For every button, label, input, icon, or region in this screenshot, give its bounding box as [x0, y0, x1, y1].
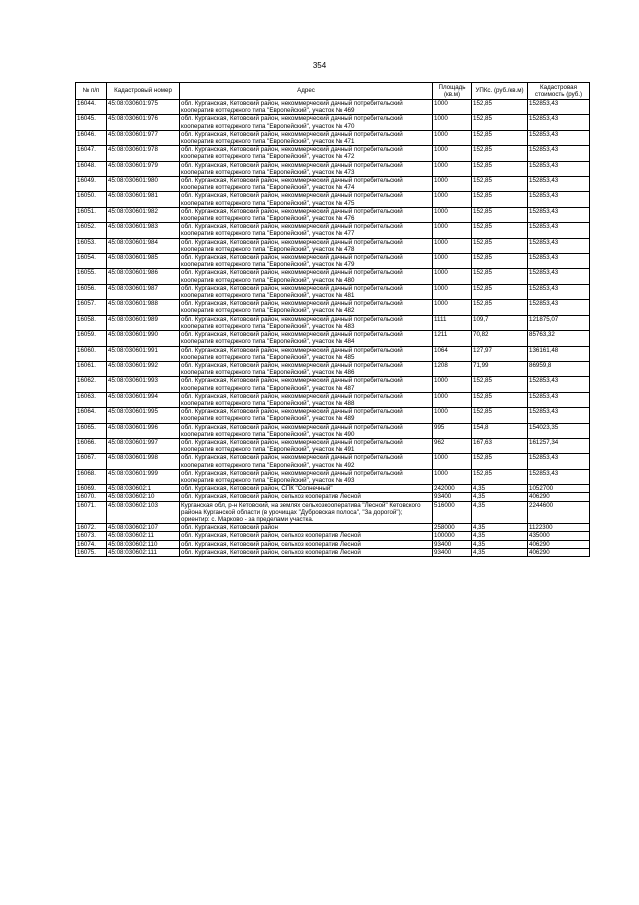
- table-row: [76, 423, 590, 438]
- cadastral-number-cell: 45:08:030601:980: [107, 177, 180, 192]
- address-cell: обл. Курганская, Кетовский район, некоммерческий дачный потребительский кооператив коттеджного типа "Европейский", участок № 491: [180, 438, 433, 453]
- cadastral-number-cell: 45:08:030601:993: [107, 377, 180, 392]
- address-cell: обл. Курганская, Кетовский район, некоммерческий дачный потребительский кооператив коттеджного типа "Европейский", участок № 479: [180, 254, 433, 269]
- cadastral-number-cell: 45:08:030601:991: [107, 346, 180, 361]
- address-cell: обл. Курганская, Кетовский район, некоммерческий дачный потребительский кооператив коттеджного типа "Европейский", участок № 493: [180, 469, 433, 484]
- area-cell: 1000: [433, 377, 472, 392]
- cadastral-cost-cell: 152853,43: [528, 238, 590, 253]
- address-cell: обл. Курганская, Кетовский район, некоммерческий дачный потребительский кооператив коттеджного типа "Европейский", участок № 484: [180, 331, 433, 346]
- row-number-cell: 16055.: [76, 269, 107, 284]
- cadastral-number-cell: 45:08:030601:995: [107, 408, 180, 423]
- area-cell: 1000: [433, 207, 472, 222]
- upks-cell: 152,85: [472, 115, 528, 130]
- cadastral-cost-cell: 152853,43: [528, 207, 590, 222]
- upks-cell: 152,85: [472, 254, 528, 269]
- upks-cell: 152,85: [472, 284, 528, 299]
- area-cell: 1000: [433, 454, 472, 469]
- address-cell: обл. Курганская, Кетовский район, сельхоз кооператив Лесной: [180, 540, 433, 548]
- area-cell: 93400: [433, 548, 472, 556]
- upks-cell: 152,85: [472, 238, 528, 253]
- table-row: [76, 284, 590, 299]
- row-number-cell: 16061.: [76, 361, 107, 376]
- address-cell: обл. Курганская, Кетовский район: [180, 524, 433, 532]
- cadastral-cost-cell: 152853,43: [528, 254, 590, 269]
- row-number-cell: 16064.: [76, 408, 107, 423]
- row-number-cell: 16062.: [76, 377, 107, 392]
- area-cell: 1208: [433, 361, 472, 376]
- row-number-cell: 16046.: [76, 130, 107, 145]
- upks-cell: 4,35: [472, 485, 528, 493]
- header-cost: Кадастровая стоимость (руб.): [528, 83, 590, 100]
- cadastral-number-cell: 45:08:030601:988: [107, 300, 180, 315]
- upks-cell: 70,82: [472, 331, 528, 346]
- area-cell: 1064: [433, 346, 472, 361]
- table-row: [76, 548, 590, 556]
- upks-cell: 152,85: [472, 377, 528, 392]
- table-row: [76, 331, 590, 346]
- page-number: 354: [312, 61, 327, 70]
- area-cell: 1000: [433, 161, 472, 176]
- address-cell: обл. Курганская, Кетовский район, некоммерческий дачный потребительский кооператив коттеджного типа "Европейский", участок № 472: [180, 146, 433, 161]
- table-row: [76, 377, 590, 392]
- area-cell: 1000: [433, 408, 472, 423]
- table-row: [76, 177, 590, 192]
- upks-cell: 152,85: [472, 454, 528, 469]
- upks-cell: 4,35: [472, 524, 528, 532]
- table-row: [76, 454, 590, 469]
- area-cell: 1000: [433, 223, 472, 238]
- address-cell: обл. Курганская, Кетовский район, некоммерческий дачный потребительский кооператив коттеджного типа "Европейский", участок № 492: [180, 454, 433, 469]
- address-cell: обл. Курганская, Кетовский район, некоммерческий дачный потребительский кооператив коттеджного типа "Европейский", участок № 470: [180, 115, 433, 130]
- cadastral-number-cell: 45:08:030601:977: [107, 130, 180, 145]
- upks-cell: 127,97: [472, 346, 528, 361]
- table-row: [76, 207, 590, 222]
- address-cell: обл. Курганская, Кетовский район, некоммерческий дачный потребительский кооператив коттеджного типа "Европейский", участок № 487: [180, 377, 433, 392]
- cadastral-number-cell: 45:08:030601:985: [107, 254, 180, 269]
- cadastral-cost-cell: 152853,43: [528, 469, 590, 484]
- row-number-cell: 16065.: [76, 423, 107, 438]
- cadastral-cost-cell: 152853,43: [528, 408, 590, 423]
- address-cell: обл. Курганская, Кетовский район, сельхоз кооператив Лесной: [180, 493, 433, 501]
- table-row: [76, 300, 590, 315]
- upks-cell: 167,63: [472, 438, 528, 453]
- row-number-cell: 16047.: [76, 146, 107, 161]
- row-number-cell: 16058.: [76, 315, 107, 330]
- row-number-cell: 16052.: [76, 223, 107, 238]
- table-row: [76, 346, 590, 361]
- area-cell: 100000: [433, 532, 472, 540]
- address-cell: обл. Курганская, Кетовский район, некоммерческий дачный потребительский кооператив коттеджного типа "Европейский", участок № 489: [180, 408, 433, 423]
- cadastral-cost-cell: 1052700: [528, 485, 590, 493]
- table-row: [76, 100, 590, 115]
- cadastral-cost-cell: 152853,43: [528, 377, 590, 392]
- cadastral-cost-cell: 161257,34: [528, 438, 590, 453]
- area-cell: 93400: [433, 540, 472, 548]
- address-cell: обл. Курганская, Кетовский район, некоммерческий дачный потребительский кооператив коттеджного типа "Европейский", участок № 477: [180, 223, 433, 238]
- header-row: [76, 83, 590, 100]
- row-number-cell: 16071.: [76, 501, 107, 524]
- area-cell: 242000: [433, 485, 472, 493]
- table-row: [76, 540, 590, 548]
- cadastral-cost-cell: 152853,43: [528, 223, 590, 238]
- cadastral-cost-cell: 2244600: [528, 501, 590, 524]
- header-area: Площадь (кв.м): [433, 83, 472, 100]
- cadastral-number-cell: 45:08:030601:981: [107, 192, 180, 207]
- cadastral-number-cell: 45:08:030601:982: [107, 207, 180, 222]
- cadastral-cost-cell: 154023,35: [528, 423, 590, 438]
- area-cell: 258000: [433, 524, 472, 532]
- cadastral-number-cell: 45:08:030601:994: [107, 392, 180, 407]
- row-number-cell: 16073.: [76, 532, 107, 540]
- table-row: [76, 493, 590, 501]
- address-cell: обл. Курганская, Кетовский район, некоммерческий дачный потребительский кооператив коттеджного типа "Европейский", участок № 474: [180, 177, 433, 192]
- address-cell: обл. Курганская, Кетовский район, некоммерческий дачный потребительский кооператив коттеджного типа "Европейский", участок № 490: [180, 423, 433, 438]
- cadastral-table: [75, 82, 590, 557]
- cadastral-number-cell: 45:08:030601:990: [107, 331, 180, 346]
- row-number-cell: 16069.: [76, 485, 107, 493]
- table-row: [76, 223, 590, 238]
- row-number-cell: 16068.: [76, 469, 107, 484]
- address-cell: Курганская обл, р-н Кетовский, на землях сельхозкооператива "Лесной" Кетовского района Курганской области (в урочищах "Дубровская полоса", "За дорогой"); ориентир: с. Марково - за пределами участка.: [180, 501, 433, 524]
- cadastral-number-cell: 45:08:030601:979: [107, 161, 180, 176]
- table-row: [76, 130, 590, 145]
- cadastral-number-cell: 45:08:030601:996: [107, 423, 180, 438]
- address-cell: обл. Курганская, Кетовский район, некоммерческий дачный потребительский кооператив коттеджного типа "Европейский", участок № 481: [180, 284, 433, 299]
- area-cell: 962: [433, 438, 472, 453]
- upks-cell: 71,99: [472, 361, 528, 376]
- row-number-cell: 16045.: [76, 115, 107, 130]
- row-number-cell: 16066.: [76, 438, 107, 453]
- row-number-cell: 16070.: [76, 493, 107, 501]
- upks-cell: 152,85: [472, 269, 528, 284]
- cadastral-number-cell: 45:08:030601:986: [107, 269, 180, 284]
- row-number-cell: 16074.: [76, 540, 107, 548]
- cadastral-cost-cell: 152853,43: [528, 269, 590, 284]
- table-row: [76, 254, 590, 269]
- address-cell: обл. Курганская, Кетовский район, некоммерческий дачный потребительский кооператив коттеджного типа "Европейский", участок № 475: [180, 192, 433, 207]
- cadastral-cost-cell: 152853,43: [528, 161, 590, 176]
- header-address: Адрес: [180, 83, 433, 100]
- area-cell: 1000: [433, 469, 472, 484]
- cadastral-cost-cell: 406290: [528, 493, 590, 501]
- row-number-cell: 16049.: [76, 177, 107, 192]
- cadastral-cost-cell: 121875,07: [528, 315, 590, 330]
- cadastral-cost-cell: 85763,32: [528, 331, 590, 346]
- cadastral-number-cell: 45:08:030601:997: [107, 438, 180, 453]
- address-cell: обл. Курганская, Кетовский район, некоммерческий дачный потребительский кооператив коттеджного типа "Европейский", участок № 482: [180, 300, 433, 315]
- cadastral-number-cell: 45:08:030601:983: [107, 223, 180, 238]
- upks-cell: 109,7: [472, 315, 528, 330]
- address-cell: обл. Курганская, Кетовский район, некоммерческий дачный потребительский кооператив коттеджного типа "Европейский", участок № 485: [180, 346, 433, 361]
- table-row: [76, 315, 590, 330]
- table-row: [76, 115, 590, 130]
- area-cell: 1000: [433, 269, 472, 284]
- area-cell: 1000: [433, 115, 472, 130]
- table-header: [76, 83, 590, 100]
- cadastral-cost-cell: 136161,48: [528, 346, 590, 361]
- area-cell: 1000: [433, 238, 472, 253]
- cadastral-cost-cell: 152853,43: [528, 284, 590, 299]
- area-cell: 1000: [433, 284, 472, 299]
- upks-cell: 152,85: [472, 207, 528, 222]
- table-row: [76, 532, 590, 540]
- address-cell: обл. Курганская, Кетовский район, некоммерческий дачный потребительский кооператив коттеджного типа "Европейский", участок № 476: [180, 207, 433, 222]
- cadastral-cost-cell: 152853,43: [528, 115, 590, 130]
- upks-cell: 152,85: [472, 177, 528, 192]
- cadastral-cost-cell: 152853,43: [528, 392, 590, 407]
- upks-cell: 152,85: [472, 469, 528, 484]
- upks-cell: 152,85: [472, 392, 528, 407]
- upks-cell: 4,35: [472, 501, 528, 524]
- area-cell: 1000: [433, 146, 472, 161]
- area-cell: 93400: [433, 493, 472, 501]
- table-row: [76, 485, 590, 493]
- upks-cell: 152,85: [472, 100, 528, 115]
- address-cell: обл. Курганская, Кетовский район, некоммерческий дачный потребительский кооператив коттеджного типа "Европейский", участок № 471: [180, 130, 433, 145]
- cadastral-number-cell: 45:08:030602:11: [107, 532, 180, 540]
- area-cell: 1000: [433, 254, 472, 269]
- upks-cell: 152,85: [472, 223, 528, 238]
- table-row: [76, 408, 590, 423]
- cadastral-number-cell: 45:08:030602:110: [107, 540, 180, 548]
- row-number-cell: 16075.: [76, 548, 107, 556]
- area-cell: 1111: [433, 315, 472, 330]
- cadastral-number-cell: 45:08:030601:984: [107, 238, 180, 253]
- cadastral-number-cell: 45:08:030601:989: [107, 315, 180, 330]
- upks-cell: 152,85: [472, 146, 528, 161]
- row-number-cell: 16067.: [76, 454, 107, 469]
- cadastral-number-cell: 45:08:030602:107: [107, 524, 180, 532]
- upks-cell: 4,35: [472, 532, 528, 540]
- table-row: [76, 438, 590, 453]
- address-cell: обл. Курганская, Кетовский район, некоммерческий дачный потребительский кооператив коттеджного типа "Европейский", участок № 478: [180, 238, 433, 253]
- row-number-cell: 16060.: [76, 346, 107, 361]
- cadastral-number-cell: 45:08:030601:998: [107, 454, 180, 469]
- table-row: [76, 146, 590, 161]
- cadastral-cost-cell: 152853,43: [528, 177, 590, 192]
- table-row: [76, 361, 590, 376]
- row-number-cell: 16059.: [76, 331, 107, 346]
- header-num: № п/п: [76, 83, 107, 100]
- area-cell: 995: [433, 423, 472, 438]
- address-cell: обл. Курганская, Кетовский район, сельхоз кооператив Лесной: [180, 532, 433, 540]
- upks-cell: 4,35: [472, 548, 528, 556]
- cadastral-number-cell: 45:08:030602:1: [107, 485, 180, 493]
- cadastral-number-cell: 45:08:030601:978: [107, 146, 180, 161]
- row-number-cell: 16051.: [76, 207, 107, 222]
- cadastral-cost-cell: 406290: [528, 540, 590, 548]
- upks-cell: 4,35: [472, 540, 528, 548]
- address-cell: обл. Курганская, Кетовский район, некоммерческий дачный потребительский кооператив коттеджного типа "Европейский", участок № 486: [180, 361, 433, 376]
- upks-cell: 4,35: [472, 493, 528, 501]
- cadastral-cost-cell: 1122300: [528, 524, 590, 532]
- address-cell: обл. Курганская, Кетовский район, некоммерческий дачный потребительский кооператив коттеджного типа "Европейский", участок № 480: [180, 269, 433, 284]
- cadastral-number-cell: 45:08:030601:999: [107, 469, 180, 484]
- cadastral-number-cell: 45:08:030602:111: [107, 548, 180, 556]
- cadastral-number-cell: 45:08:030602:10: [107, 493, 180, 501]
- cadastral-cost-cell: 152853,43: [528, 192, 590, 207]
- row-number-cell: 16072.: [76, 524, 107, 532]
- address-cell: обл. Курганская, Кетовский район, некоммерческий дачный потребительский кооператив коттеджного типа "Европейский", участок № 469: [180, 100, 433, 115]
- cadastral-number-cell: 45:08:030601:987: [107, 284, 180, 299]
- address-cell: обл. Курганская, Кетовский район, некоммерческий дачный потребительский кооператив коттеджного типа "Европейский", участок № 488: [180, 392, 433, 407]
- table-row: [76, 524, 590, 532]
- row-number-cell: 16054.: [76, 254, 107, 269]
- area-cell: 1000: [433, 130, 472, 145]
- upks-cell: 152,85: [472, 408, 528, 423]
- area-cell: 1000: [433, 100, 472, 115]
- table-row: [76, 469, 590, 484]
- cadastral-cost-cell: 86959,8: [528, 361, 590, 376]
- table-row: [76, 161, 590, 176]
- table-row: [76, 392, 590, 407]
- upks-cell: 152,85: [472, 161, 528, 176]
- row-number-cell: 16057.: [76, 300, 107, 315]
- upks-cell: 152,85: [472, 130, 528, 145]
- address-cell: обл. Курганская, Кетовский район, некоммерческий дачный потребительский кооператив коттеджного типа "Европейский", участок № 473: [180, 161, 433, 176]
- cadastral-cost-cell: 406290: [528, 548, 590, 556]
- row-number-cell: 16056.: [76, 284, 107, 299]
- area-cell: 1000: [433, 177, 472, 192]
- cadastral-number-cell: 45:08:030601:976: [107, 115, 180, 130]
- upks-cell: 154,8: [472, 423, 528, 438]
- cadastral-number-cell: 45:08:030601:975: [107, 100, 180, 115]
- area-cell: 1000: [433, 300, 472, 315]
- table-row: [76, 269, 590, 284]
- cadastral-cost-cell: 152853,43: [528, 454, 590, 469]
- address-cell: обл. Курганская, Кетовский район, сельхоз кооператив Лесной: [180, 548, 433, 556]
- header-cadastral: Кадастровый номер: [107, 83, 180, 100]
- table-row: [76, 238, 590, 253]
- area-cell: 1000: [433, 392, 472, 407]
- header-upks: УПКс. (руб./кв.м): [472, 83, 528, 100]
- row-number-cell: 16050.: [76, 192, 107, 207]
- cadastral-cost-cell: 435000: [528, 532, 590, 540]
- area-cell: 1211: [433, 331, 472, 346]
- row-number-cell: 16044.: [76, 100, 107, 115]
- cadastral-number-cell: 45:08:030601:992: [107, 361, 180, 376]
- cadastral-number-cell: 45:08:030602:103: [107, 501, 180, 524]
- table-row: [76, 501, 590, 524]
- row-number-cell: 16048.: [76, 161, 107, 176]
- table-body: [76, 100, 590, 557]
- row-number-cell: 16063.: [76, 392, 107, 407]
- upks-cell: 152,85: [472, 192, 528, 207]
- table-row: [76, 192, 590, 207]
- upks-cell: 152,85: [472, 300, 528, 315]
- row-number-cell: 16053.: [76, 238, 107, 253]
- cadastral-cost-cell: 152853,43: [528, 130, 590, 145]
- address-cell: обл. Курганская, Кетовский район, СПК "Солнечный": [180, 485, 433, 493]
- address-cell: обл. Курганская, Кетовский район, некоммерческий дачный потребительский кооператив коттеджного типа "Европейский", участок № 483: [180, 315, 433, 330]
- cadastral-cost-cell: 152853,43: [528, 300, 590, 315]
- area-cell: 1000: [433, 192, 472, 207]
- cadastral-cost-cell: 152853,43: [528, 146, 590, 161]
- cadastral-cost-cell: 152853,43: [528, 100, 590, 115]
- area-cell: 516000: [433, 501, 472, 524]
